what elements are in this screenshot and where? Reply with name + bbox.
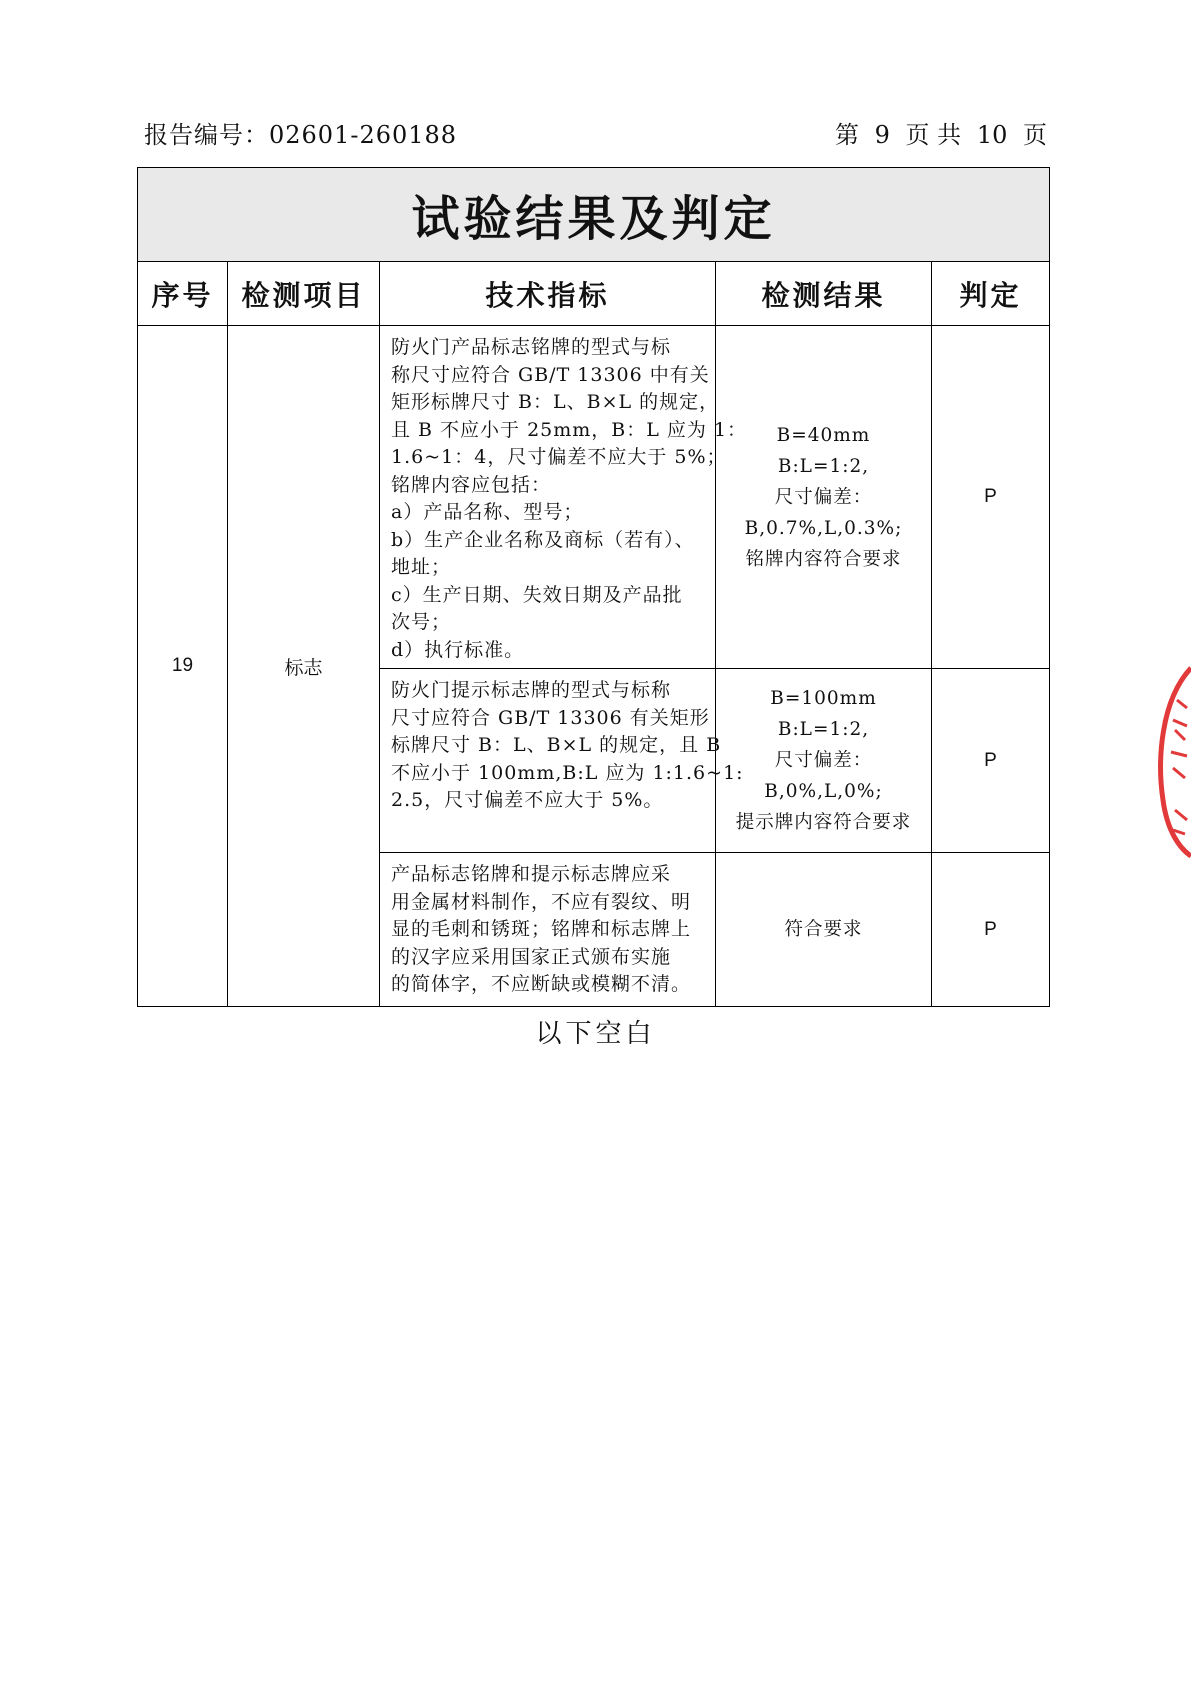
result-line: 铭牌内容符合要求 bbox=[745, 548, 902, 570]
item-name: 标志 bbox=[228, 326, 380, 1007]
result-line: B:L=1:2, bbox=[777, 455, 870, 477]
spec-line: 尺寸应符合 GB/T 13306 有关矩形 bbox=[391, 706, 710, 729]
spec-line: 产品标志铭牌和提示标志牌应采 bbox=[391, 863, 672, 885]
stamp-seal-icon bbox=[1157, 660, 1191, 860]
result-line: 尺寸偏差： bbox=[774, 486, 873, 508]
spec-line: 用金属材料制作，不应有裂纹、明 bbox=[391, 890, 692, 913]
spec-line: 不应小于 100mm,B:L 应为 1:1.6~1: bbox=[391, 761, 744, 784]
spec-line: 铭牌内容应包括： bbox=[391, 473, 552, 496]
spec-line: 地址； bbox=[391, 556, 452, 578]
col-header-seq: 序号 bbox=[138, 262, 228, 326]
spec-line: a）产品名称、型号； bbox=[391, 501, 584, 523]
spec-line: 1.6~1：4，尺寸偏差不应大于 5%； bbox=[391, 446, 727, 468]
result-line: B,0%,L,0%; bbox=[764, 781, 883, 802]
page-indicator bbox=[835, 115, 1047, 150]
col-header-judge: 判定 bbox=[932, 262, 1050, 326]
page-total: 10 bbox=[976, 121, 1008, 149]
spec-cell bbox=[380, 326, 748, 669]
result-line: 提示牌内容符合要求 bbox=[735, 812, 912, 833]
spec-cell bbox=[380, 853, 716, 1007]
result-line: B:L=1:2, bbox=[777, 719, 870, 740]
result-line: 符合要求 bbox=[784, 919, 863, 940]
spec-line: 的汉字应采用国家正式颁布实施 bbox=[391, 945, 672, 968]
spec-line: 且 B 不应小于 25mm，B：L 应为 1： bbox=[391, 418, 748, 441]
spec-line: c）生产日期、失效日期及产品批 bbox=[391, 583, 683, 606]
spec-line: 标牌尺寸 B：L、B×L 的规定，且 B bbox=[391, 734, 722, 756]
spec-line: 矩形标牌尺寸 B：L、B×L 的规定， bbox=[391, 391, 720, 413]
table-row bbox=[138, 326, 1050, 669]
page-prefix: 第 bbox=[834, 121, 859, 149]
col-header-item: 检测项目 bbox=[228, 262, 380, 326]
result-cell bbox=[716, 326, 932, 669]
spec-line: 次号； bbox=[391, 611, 452, 633]
spec-line: 2.5，尺寸偏差不应大于 5%。 bbox=[391, 789, 664, 811]
page-current: 9 bbox=[874, 121, 890, 149]
judge-cell: P bbox=[932, 669, 1050, 853]
page-suffix: 页 bbox=[1023, 121, 1047, 149]
seq-number: 19 bbox=[138, 326, 228, 1007]
col-header-spec: 技术指标 bbox=[380, 262, 716, 326]
spec-line: 防火门产品标志铭牌的型式与标 bbox=[391, 336, 672, 358]
spec-line: 显的毛刺和锈斑；铭牌和标志牌上 bbox=[391, 918, 692, 940]
judge-cell: P bbox=[932, 326, 1050, 669]
spec-line: 称尺寸应符合 GB/T 13306 中有关 bbox=[391, 363, 710, 386]
spec-line: d）执行标准。 bbox=[391, 638, 525, 661]
result-cell bbox=[716, 853, 932, 1007]
spec-line: b）生产企业名称及商标（若有）、 bbox=[391, 528, 695, 551]
page-mid: 页 共 bbox=[905, 121, 962, 149]
table-title: 试验结果及判定 bbox=[138, 168, 1050, 262]
spec-line: 的简体字，不应断缺或模糊不清。 bbox=[391, 973, 692, 995]
result-cell bbox=[716, 669, 932, 853]
spec-cell bbox=[380, 669, 744, 853]
result-line: B=40mm bbox=[776, 424, 871, 446]
result-line: B,0.7%,L,0.3%; bbox=[744, 517, 903, 539]
spec-line: 防火门提示标志牌的型式与标称 bbox=[391, 679, 672, 701]
judge-cell: P bbox=[932, 853, 1050, 1007]
col-header-result: 检测结果 bbox=[716, 262, 932, 326]
result-line: 尺寸偏差： bbox=[774, 750, 873, 771]
blank-below-note: 以下空白 bbox=[535, 1019, 656, 1049]
result-line: B=100mm bbox=[770, 688, 877, 709]
report-number: 报告编号：02601-260188 bbox=[144, 121, 458, 149]
results-table bbox=[137, 167, 1050, 1007]
